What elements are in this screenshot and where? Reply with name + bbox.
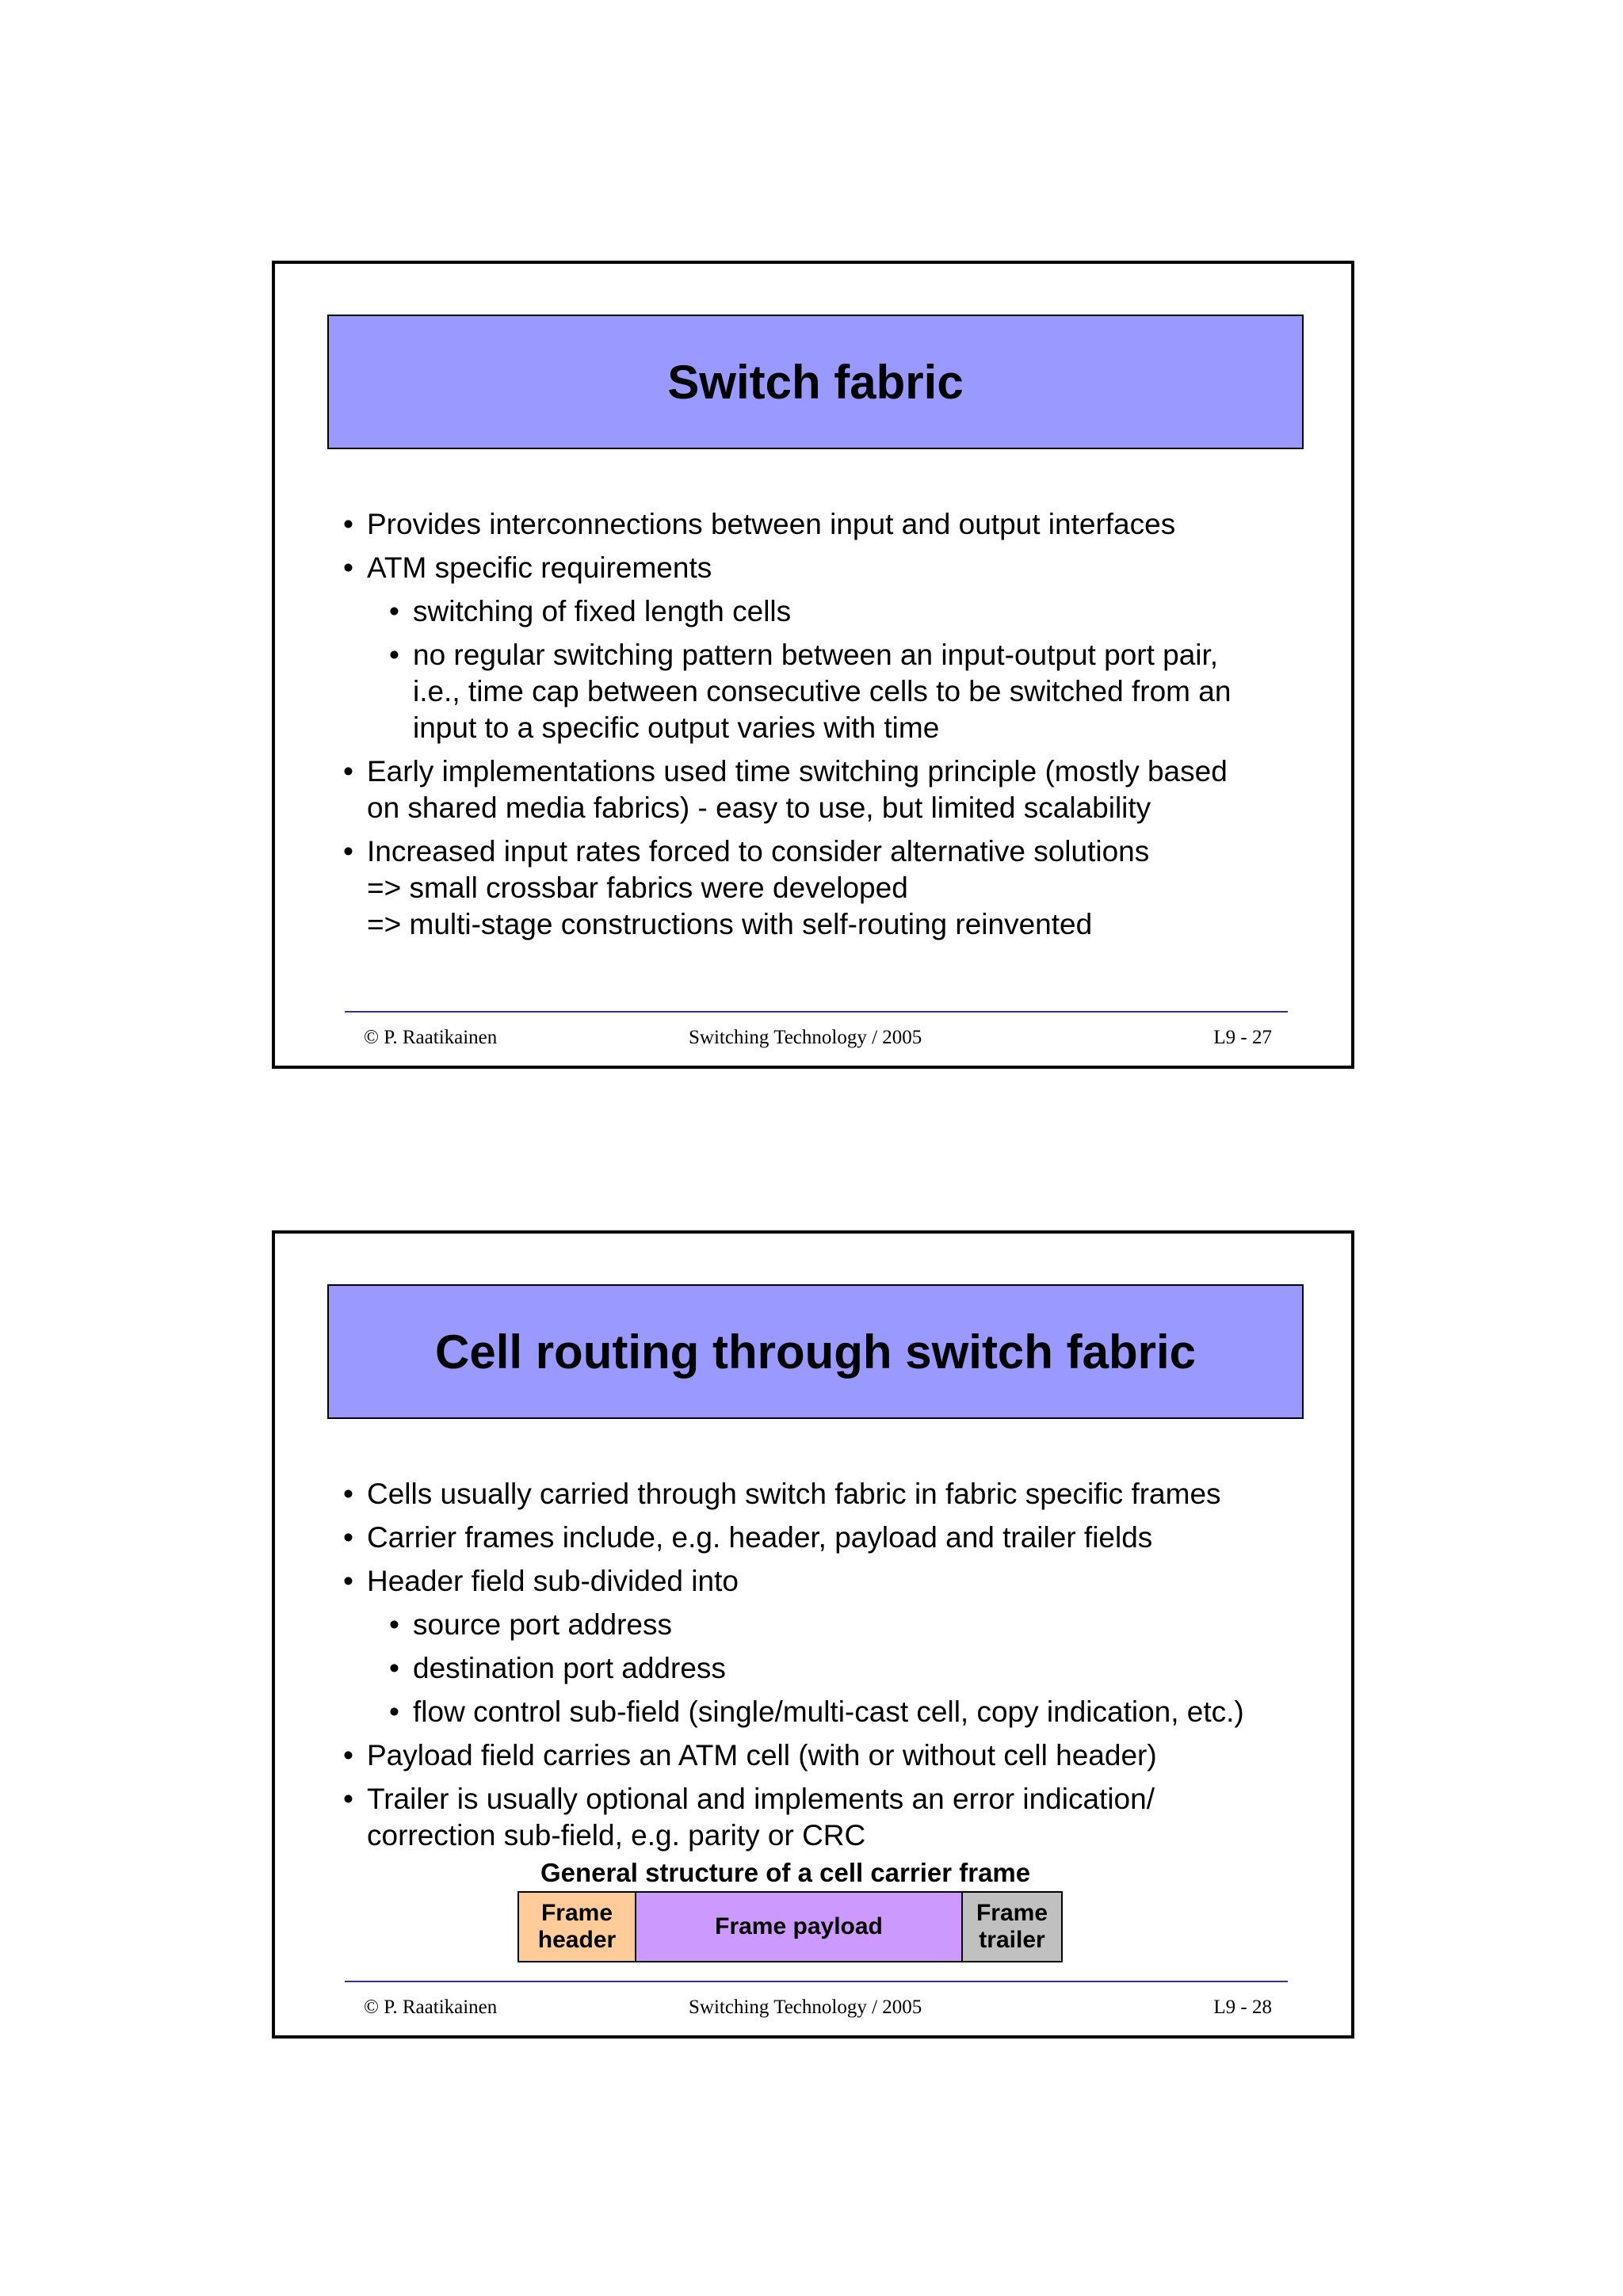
footer-course: Switching Technology / 2005 <box>689 1027 922 1048</box>
bullet-text: • flow control sub-field (single/multi-cast cell, copy indication, etc.) <box>413 1695 1244 1728</box>
slide-title: Cell routing through switch fabric <box>435 1325 1196 1379</box>
slide-switch-fabric <box>272 261 1354 1069</box>
bullet-text: • Provides interconnections between input and output interfaces <box>367 508 1176 540</box>
bullet-text: => small crossbar fabrics were developed <box>367 871 908 904</box>
frame-trailer-field <box>963 1891 1063 1962</box>
bullet-item <box>343 1520 1310 1556</box>
footer-divider <box>345 1981 1288 1982</box>
bullet-text: • Payload field carries an ATM cell (with or without cell header) <box>367 1739 1157 1772</box>
slide-title-box <box>327 1284 1304 1419</box>
sub-bullet-item <box>389 1650 1310 1687</box>
bullet-text: • Carrier frames include, e.g. header, payload and trailer fields <box>367 1521 1153 1554</box>
bullet-text: • source port address <box>413 1608 673 1641</box>
bullet-text: input to a specific output varies with time <box>413 711 940 744</box>
bullet-text: • Increased input rates forced to consider alternative solutions <box>367 835 1150 868</box>
frame-payload-field <box>636 1891 963 1962</box>
footer-page-number: L9 - 27 <box>1213 1027 1272 1048</box>
sub-bullet-item <box>389 593 1310 630</box>
sub-bullet-item <box>389 1694 1310 1730</box>
bullet-item <box>343 550 1310 586</box>
bullet-item <box>343 1781 1310 1854</box>
bullet-item <box>343 1737 1310 1774</box>
bullet-list <box>343 506 1310 950</box>
bullet-item <box>343 1476 1310 1512</box>
bullet-item <box>343 1563 1310 1600</box>
bullet-text: • Early implementations used time switching principle (mostly based <box>367 755 1228 788</box>
frame-structure-diagram <box>517 1891 1063 1962</box>
footer-course: Switching Technology / 2005 <box>689 1997 922 2018</box>
footer-author: © P. Raatikainen <box>364 1027 498 1048</box>
footer-author: © P. Raatikainen <box>364 1997 498 2018</box>
slide-title-box <box>327 315 1304 449</box>
bullet-text: • no regular switching pattern between an input-output port pair, <box>413 639 1219 671</box>
bullet-item <box>343 753 1310 826</box>
field-label: Frame <box>976 1900 1048 1926</box>
bullet-text: i.e., time cap between consecutive cells to be switched from an <box>413 675 1232 707</box>
field-label: trailer <box>979 1927 1045 1953</box>
footer-page-number: L9 - 28 <box>1213 1997 1272 2018</box>
field-label: Frame <box>540 1900 613 1926</box>
bullet-text: • Cells usually carried through switch fabric in fabric specific frames <box>367 1478 1221 1510</box>
bullet-text: • Trailer is usually optional and implements an error indication/ <box>367 1783 1155 1815</box>
slide-cell-routing <box>272 1230 1354 2039</box>
bullet-item <box>343 506 1310 543</box>
bullet-text: • destination port address <box>413 1652 726 1684</box>
frame-header-field <box>517 1891 636 1962</box>
bullet-text: • ATM specific requirements <box>367 551 712 584</box>
bullet-text: • Header field sub-divided into <box>367 1565 739 1597</box>
footer-divider <box>345 1011 1288 1013</box>
bullet-list <box>343 1476 1310 1861</box>
diagram-title: General structure of a cell carrier frame <box>540 1858 1031 1887</box>
bullet-text: => multi-stage constructions with self-routing reinvented <box>367 908 1093 940</box>
bullet-item <box>343 833 1310 943</box>
sub-bullet-item <box>389 1607 1310 1643</box>
field-label: header <box>537 1927 617 1953</box>
sub-bullet-item <box>389 637 1310 746</box>
bullet-text: correction sub-field, e.g. parity or CRC <box>367 1819 866 1852</box>
slide-title: Switch fabric <box>667 355 964 409</box>
bullet-text: on shared media fabrics) - easy to use, but limited scalability <box>367 791 1151 824</box>
bullet-text: • switching of fixed length cells <box>413 595 792 627</box>
field-label: Frame payload <box>715 1913 883 1939</box>
